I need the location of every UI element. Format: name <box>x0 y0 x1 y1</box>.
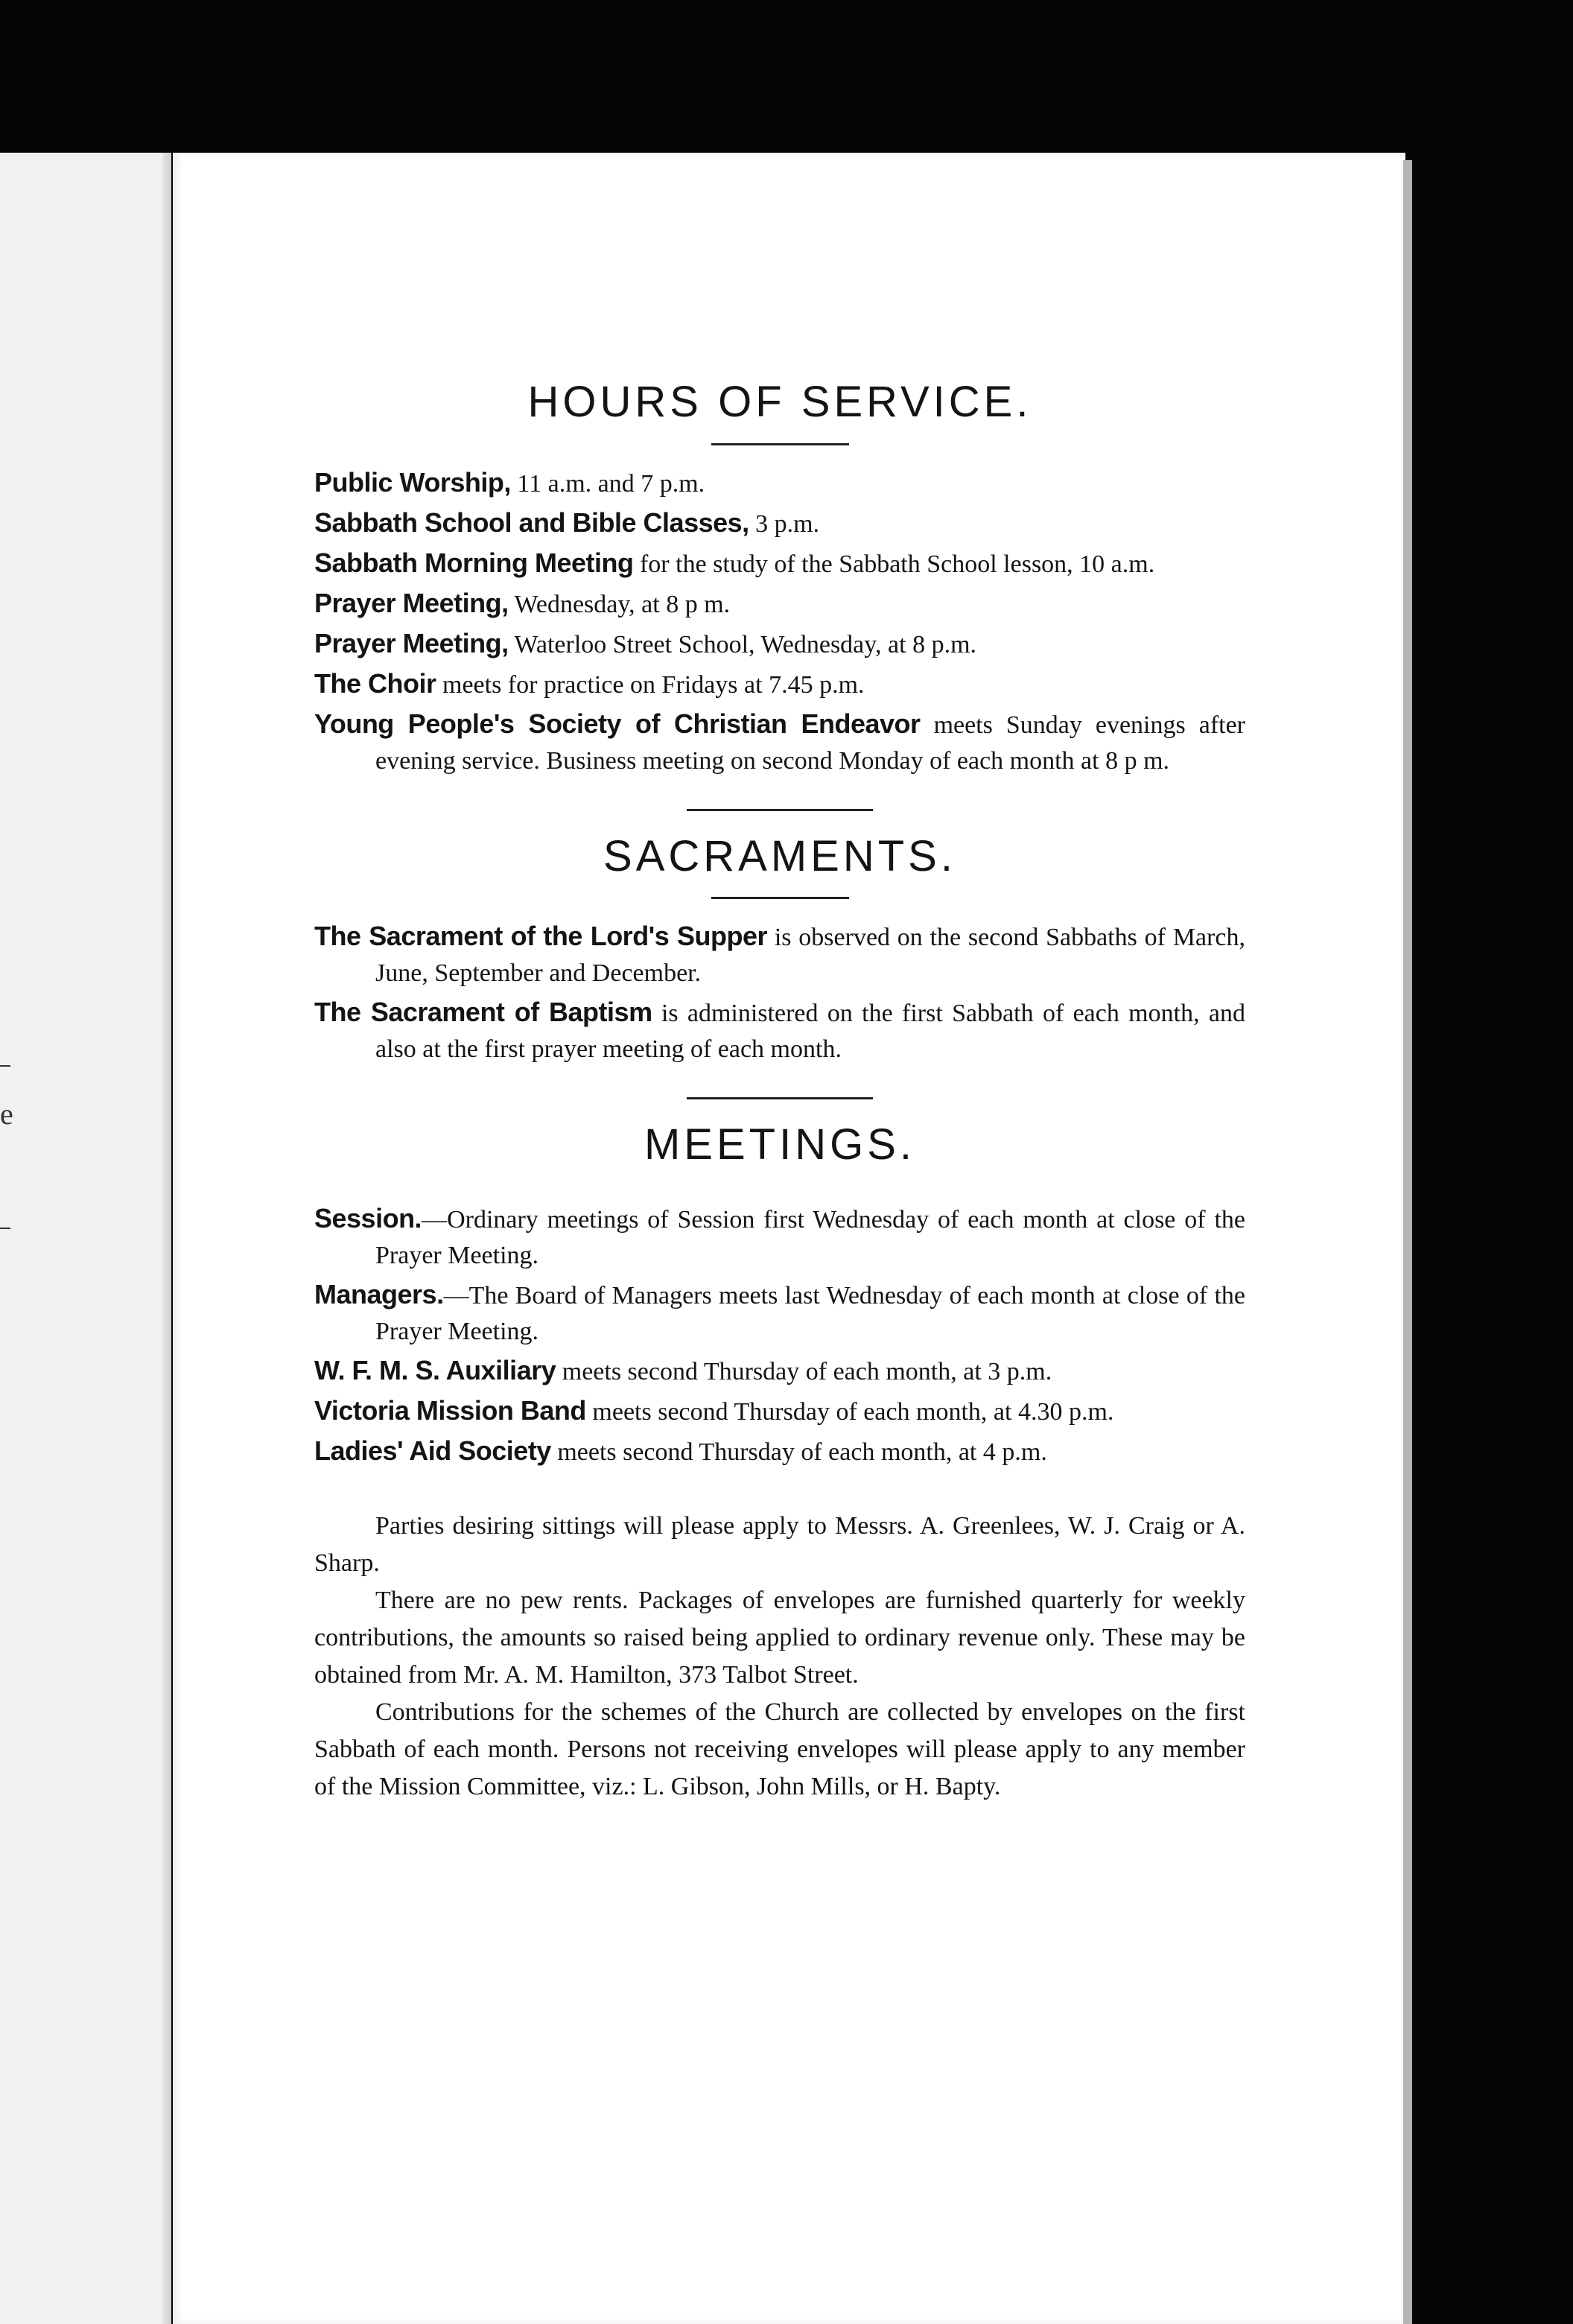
entry-lead: The Sacrament of Baptism <box>314 997 652 1028</box>
entry-lead: Public Worship, <box>314 466 511 498</box>
entry-lead: Sabbath Morning Meeting <box>314 547 634 578</box>
entry-lead: Prayer Meeting, <box>314 627 509 658</box>
sacrament-entry <box>314 918 1245 991</box>
hours-of-service-heading: HOURS OF SERVICE. <box>527 378 1032 426</box>
entry-text: for the study of the Sabbath School lesson, 10 a.m. <box>633 550 1155 578</box>
entry-text: meets second Thursday of each month, at 4 p.m. <box>550 1438 1047 1466</box>
entry-text: Waterloo Street School, Wednesday, at 8 p.m. <box>508 630 977 658</box>
entry-lead: Ladies' Aid Society <box>314 1435 551 1466</box>
service-entry <box>314 706 1245 779</box>
entry-lead: The Sacrament of the Lord's Supper <box>314 921 768 952</box>
service-entry <box>314 666 1245 703</box>
entry-text: meets second Thursday of each month, at 3 p.m. <box>556 1357 1052 1385</box>
entry-lead: Young People's Society of Christian Endeavor <box>314 708 921 739</box>
entry-text: is administered on the first Sabbath of each month, and also at the first prayer meeting of each month. <box>375 1000 1245 1064</box>
service-entry <box>314 545 1245 582</box>
page-edge-strip <box>1403 160 1412 2324</box>
service-entry <box>314 505 1245 542</box>
meeting-entry <box>314 1433 1245 1470</box>
sacraments-section <box>314 831 1245 1100</box>
entry-text: —Ordinary meetings of Session first Wednesday of each month at close of the Prayer Meeting. <box>375 1205 1245 1269</box>
meeting-entry <box>314 1277 1245 1350</box>
page-gutter <box>162 153 171 2324</box>
entry-lead: Victoria Mission Band <box>314 1394 586 1426</box>
entry-text: meets Sunday evenings after evening service. Business meeting on second Monday of each month at 8 p m. <box>375 711 1246 775</box>
meetings-heading: MEETINGS. <box>644 1120 916 1169</box>
sacraments-list <box>314 918 1245 1067</box>
edge-mark <box>0 1228 10 1229</box>
notes-section <box>314 1508 1245 1806</box>
hours-list <box>314 465 1245 779</box>
entry-lead: Session. <box>314 1202 422 1234</box>
entry-lead: W. F. M. S. Auxiliary <box>314 1354 556 1385</box>
service-entry <box>314 626 1245 663</box>
service-entry <box>314 465 1245 502</box>
service-entry <box>314 585 1245 623</box>
sacraments-heading: SACRAMENTS. <box>603 831 956 880</box>
entry-lead: Managers. <box>314 1278 444 1309</box>
facing-page-letter: e <box>0 1097 13 1131</box>
entry-text: —The Board of Managers meets last Wednesday of each month at close of the Prayer Meeting. <box>375 1281 1245 1345</box>
section-divider <box>687 809 873 811</box>
entry-text: 11 a.m. and 7 p.m. <box>510 469 705 498</box>
entry-text: meets second Thursday of each month, at 4.30 p.m. <box>585 1397 1114 1426</box>
entry-text: Wednesday, at 8 p m. <box>508 590 731 618</box>
entry-text: 3 p.m. <box>749 509 820 538</box>
entry-lead: The Choir <box>314 667 436 699</box>
sacrament-entry <box>314 994 1245 1067</box>
meeting-entry <box>314 1353 1245 1390</box>
meeting-entry <box>314 1393 1245 1430</box>
heading-rule <box>711 443 849 445</box>
entry-lead: Prayer Meeting, <box>314 587 509 618</box>
entry-lead: Sabbath School and Bible Classes, <box>314 507 749 538</box>
booklet-page <box>173 153 1405 2324</box>
edge-mark <box>0 1065 10 1067</box>
note-paragraph: There are no pew rents. Packages of envelopes are furnished quarterly for weekly contributions, the amounts so raised being applied to ordinary revenue only. These may be obtained from Mr. A. M. Hamilton, 373 Talbot Street. <box>314 1586 1245 1689</box>
hours-of-service-section <box>314 376 1245 811</box>
entry-text: is observed on the second Sabbaths of March, June, September and December. <box>375 924 1245 988</box>
note-paragraph: Contributions for the schemes of the Church are collected by envelopes on the first Sabbath of each month. Persons not receiving envelopes will please apply to any member of the Mission Committee, viz.: L. Gibson, John Mills, or H. Bapty. <box>314 1698 1245 1800</box>
section-divider <box>687 1097 873 1099</box>
note-paragraph: Parties desiring sittings will please apply to Messrs. A. Greenlees, W. J. Craig or A. Sharp. <box>314 1511 1245 1577</box>
meetings-list <box>314 1201 1245 1470</box>
entry-text: meets for practice on Fridays at 7.45 p.m. <box>436 670 865 699</box>
meetings-section <box>314 1119 1245 1470</box>
heading-rule <box>711 897 849 899</box>
page-content <box>314 376 1245 1806</box>
meeting-entry <box>314 1201 1245 1274</box>
facing-page <box>0 153 171 2324</box>
